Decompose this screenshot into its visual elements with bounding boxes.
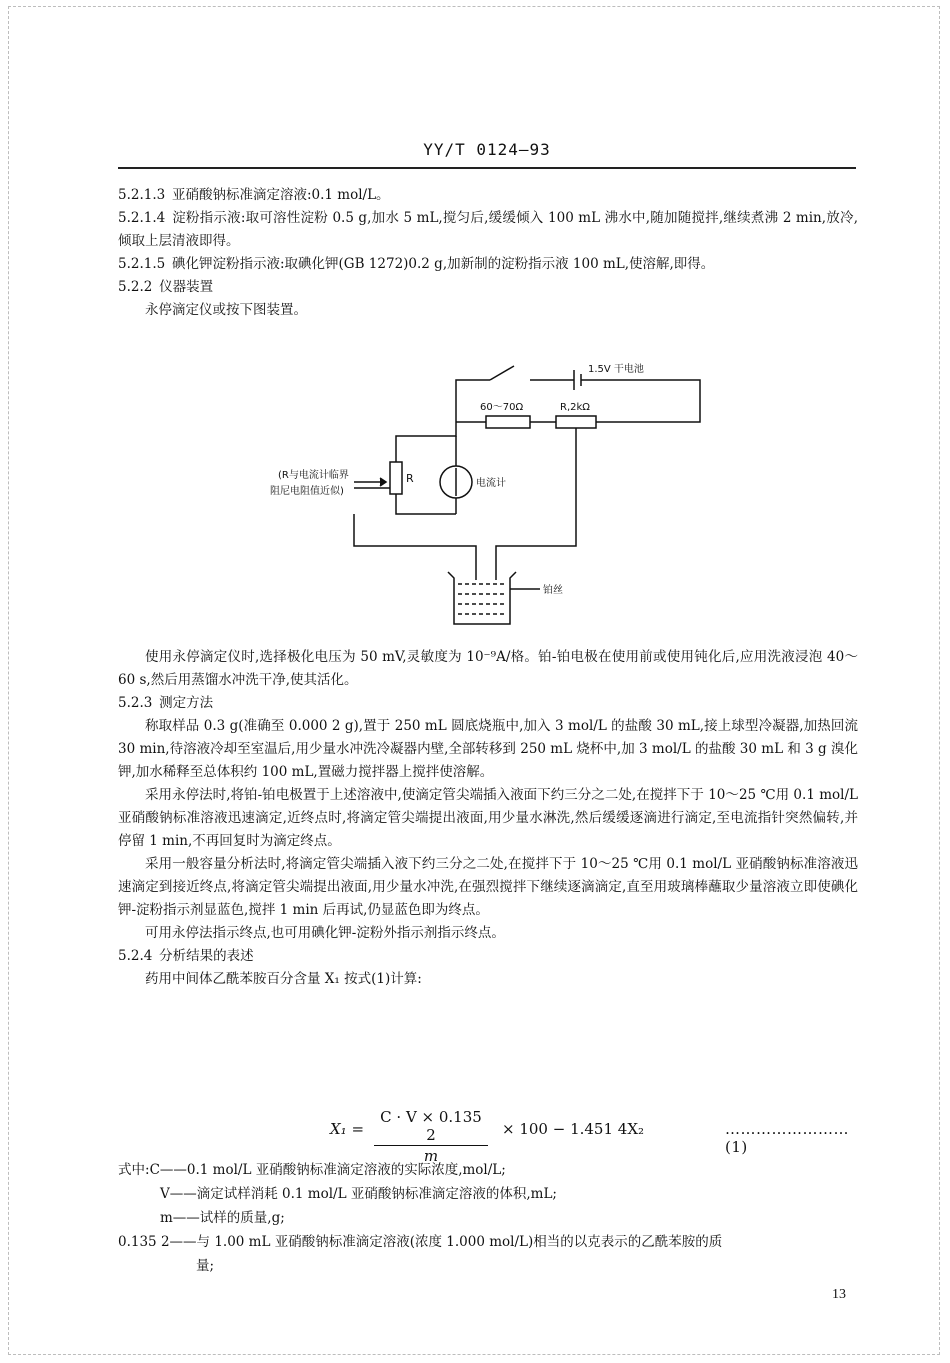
section-5-2-1-3 xyxy=(118,184,858,207)
document-body-top xyxy=(118,184,858,322)
paragraph-endpoint: 可用永停法指示终点,也可用碘化钾-淀粉外指示剂指示终点。 xyxy=(145,925,505,941)
page-number: 13 xyxy=(832,1287,846,1302)
definitions-intro: 式中: xyxy=(118,1162,150,1178)
section-5-2-1-4 xyxy=(118,207,858,253)
note-line-2: 阻尼电阻值近似) xyxy=(270,486,344,497)
formula-denominator: m xyxy=(423,1147,439,1165)
definition-k-line1: 0.135 2——与 1.00 mL 亚硝酸钠标准滴定溶液(浓度 1.000 mol/L)相当的以克表示的乙酰苯胺的质 xyxy=(118,1234,723,1250)
note-line-1: (R与电流计临界 xyxy=(278,470,349,481)
formula-numerator: C · V × 0.135 2 xyxy=(380,1108,482,1144)
section-5-2-2-text: 永停滴定仪或按下图装置。 xyxy=(145,302,307,318)
resistor2-label: R,2kΩ xyxy=(560,402,590,413)
formula-lhs: X₁ = xyxy=(330,1120,365,1138)
resistor-60-70 xyxy=(486,416,530,428)
wire-left-branch xyxy=(396,420,456,514)
section-number: 5.2.1.5 xyxy=(118,256,166,272)
section-5-2-3-heading xyxy=(118,692,858,715)
r-label: R xyxy=(406,472,414,485)
section-5-2-2-heading xyxy=(118,276,858,299)
wire-battery-right xyxy=(581,380,700,422)
paragraph-dead-stop: 采用永停法时,将铂-铂电极置于上述溶液中,使滴定管尖端插入液面下约三分之二处,在搅拌下于 10～25 ℃用 0.1 mol/L 亚硝酸钠标准溶液迅速滴定,近终点时,将滴定管尖端提出液面,用少量水淋洗,然后缓缓逐滴进行滴定,至电流指针突然偏转,并停留 1 min,不再回复时为滴定终点。 xyxy=(118,787,858,849)
document-body-bottom xyxy=(118,646,858,991)
section-text: 碘化钾淀粉指示液:取碘化钾(GB 1272)0.2 g,加新制的淀粉指示液 100 mL,使溶解,即得。 xyxy=(171,256,715,272)
circuit-diagram xyxy=(248,358,718,638)
beaker xyxy=(448,572,516,624)
equation-number: ……………………(1) xyxy=(725,1120,849,1156)
section-number: 5.2.4 xyxy=(118,948,153,964)
paragraph-electrode-usage: 使用永停滴定仪时,选择极化电压为 50 mV,灵敏度为 10⁻⁹A/格。铂-铂电极在使用前或使用钝化后,应用洗液浸泡 40～60 s,然后用蒸馏水冲洗干净,使其活化。 xyxy=(118,649,858,688)
definition-c xyxy=(118,1158,858,1182)
definition-m: m——试样的质量,g; xyxy=(160,1210,285,1226)
formula-rest: × 100 − 1.451 4X₂ xyxy=(502,1120,645,1138)
symbol-definitions xyxy=(118,1158,858,1278)
paragraph-formula-intro: 药用中间体乙酰苯胺百分含量 X₁ 按式(1)计算: xyxy=(145,971,422,987)
definition-v: V——滴定试样消耗 0.1 mol/L 亚硝酸钠标准滴定溶液的体积,mL; xyxy=(160,1186,557,1202)
switch xyxy=(490,366,514,380)
fraction-bar xyxy=(374,1145,488,1146)
section-title: 分析结果的表述 xyxy=(159,948,254,964)
section-number: 5.2.2 xyxy=(118,279,153,295)
section-5-2-4-heading xyxy=(118,945,858,968)
wire-return xyxy=(354,514,476,580)
formula-fraction xyxy=(374,1108,488,1165)
section-text: 亚硝酸钠标准滴定溶液:0.1 mol/L。 xyxy=(171,187,390,203)
definition-k-line2: 量; xyxy=(196,1258,215,1274)
section-text: 淀粉指示液:取可溶性淀粉 0.5 g,加水 5 mL,搅匀后,缓缓倾入 100 mL 沸水中,随加随搅拌,继续煮沸 2 min,放冷,倾取上层清液即得。 xyxy=(118,210,858,249)
section-number: 5.2.3 xyxy=(118,695,153,711)
paragraph-volumetric: 采用一般容量分析法时,将滴定管尖端插入液下约三分之二处,在搅拌下于 10～25 ℃用 0.1 mol/L 亚硝酸钠标准溶液迅速滴定到接近终点,将滴定管尖端提出液面,用少量水冲洗,在强烈搅拌下继续逐滴滴定,直至用玻璃棒蘸取少量溶液立即使碘化钾-淀粉指示剂显蓝色,搅拌 1 min 后再试,仍显蓝色即为终点。 xyxy=(118,856,858,918)
wire-slider xyxy=(496,428,576,580)
formula-1 xyxy=(330,1108,860,1165)
page-header xyxy=(118,140,856,159)
section-title: 测定方法 xyxy=(159,695,214,711)
section-number: 5.2.1.4 xyxy=(118,210,166,226)
definition-c-text: C——0.1 mol/L 亚硝酸钠标准滴定溶液的实际浓度,mol/L; xyxy=(149,1162,506,1178)
section-title: 仪器装置 xyxy=(159,279,214,295)
electrode-label: 铂丝 xyxy=(543,585,563,596)
resistor-r-2k xyxy=(556,416,596,428)
galvanometer-label: 电流计 xyxy=(476,478,506,489)
wire-switch-left xyxy=(456,380,490,420)
standard-code: YY/T 0124—93 xyxy=(423,140,551,159)
battery-label: 1.5V 干电池 xyxy=(588,364,644,375)
section-number: 5.2.1.3 xyxy=(118,187,166,203)
section-5-2-1-5 xyxy=(118,253,858,276)
resistor-r xyxy=(390,462,402,494)
resistor1-label: 60～70Ω xyxy=(480,402,524,413)
header-rule xyxy=(118,167,856,169)
paragraph-sample-prep: 称取样品 0.3 g(准确至 0.000 2 g),置于 250 mL 圆底烧瓶中,加入 3 mol/L 的盐酸 30 mL,接上球型冷凝器,加热回流 30 min,待溶液冷却至室温后,用少量水冲洗冷凝器内壁,全部转移到 250 mL 烧杯中,加 3 mol/L 的盐酸 30 mL 和 3 g 溴化钾,加水稀释至总体积约 100 mL,置磁力搅拌器上搅拌使溶解。 xyxy=(118,718,858,780)
